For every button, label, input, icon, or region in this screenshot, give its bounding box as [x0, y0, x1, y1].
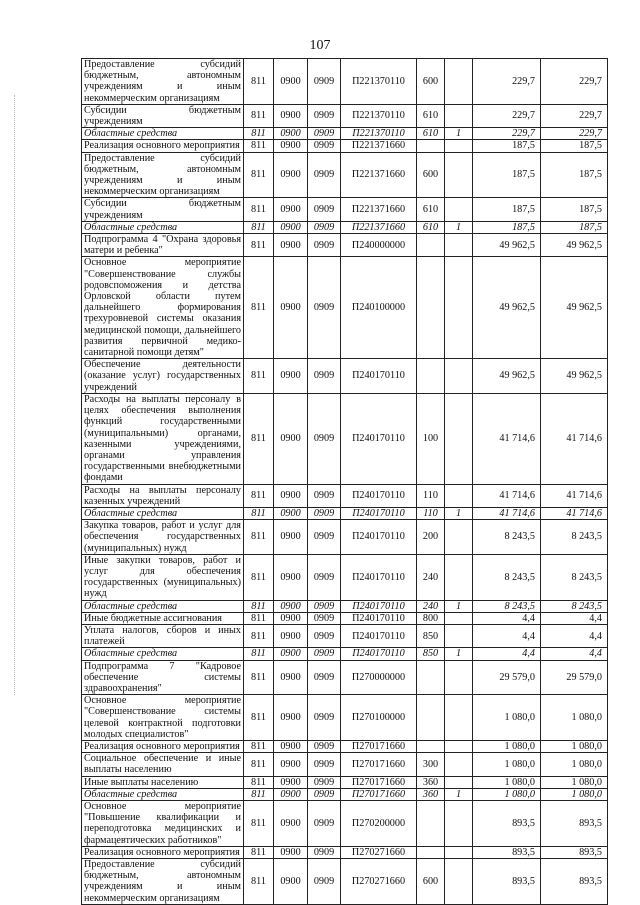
cell-sum-1: 229,7	[473, 104, 541, 127]
cell-additional-class	[445, 776, 473, 788]
table-row	[82, 257, 608, 359]
cell-section: 0900	[274, 507, 308, 519]
cell-sum-1: 893,5	[473, 801, 541, 847]
cell-additional-class: 1	[445, 128, 473, 140]
cell-expense-type: 240	[417, 554, 445, 600]
cell-admin-code: 811	[244, 660, 274, 695]
cell-name: Реализация основного мероприятия	[82, 740, 244, 752]
cell-target-article: П240170110	[341, 624, 417, 647]
cell-sum-2: 187,5	[541, 152, 608, 198]
cell-subsection: 0909	[308, 776, 341, 788]
cell-target-article: П221371660	[341, 140, 417, 152]
cell-sum-2: 49 962,5	[541, 234, 608, 257]
table-body	[82, 59, 608, 905]
cell-admin-code: 811	[244, 104, 274, 127]
cell-target-article: П221370110	[341, 128, 417, 140]
cell-target-article: П270100000	[341, 695, 417, 741]
cell-additional-class	[445, 257, 473, 359]
cell-subsection: 0909	[308, 128, 341, 140]
cell-section: 0900	[274, 801, 308, 847]
cell-section: 0900	[274, 140, 308, 152]
table-row	[82, 484, 608, 507]
cell-name: Предоставление субсидий бюджетным, автономным учреждениям и иным некоммерческим организациям	[82, 152, 244, 198]
table-row	[82, 393, 608, 484]
cell-admin-code: 811	[244, 140, 274, 152]
cell-section: 0900	[274, 788, 308, 800]
cell-name: Иные выплаты населению	[82, 776, 244, 788]
cell-admin-code: 811	[244, 520, 274, 555]
cell-additional-class	[445, 740, 473, 752]
cell-name: Областные средства	[82, 788, 244, 800]
cell-section: 0900	[274, 152, 308, 198]
cell-section: 0900	[274, 484, 308, 507]
cell-section: 0900	[274, 648, 308, 660]
cell-sum-2: 41 714,6	[541, 393, 608, 484]
cell-sum-1: 8 243,5	[473, 554, 541, 600]
cell-admin-code: 811	[244, 484, 274, 507]
cell-additional-class	[445, 554, 473, 600]
table-row	[82, 128, 608, 140]
cell-sum-1: 49 962,5	[473, 257, 541, 359]
cell-sum-2: 49 962,5	[541, 359, 608, 394]
cell-target-article: П221371660	[341, 221, 417, 233]
cell-sum-2: 229,7	[541, 128, 608, 140]
cell-name: Основное мероприятие "Совершенствование службы родовспоможения и детства Орловской области путем дальнейшего формирования трехуровневой системы оказания медицинской помощи, дальнейшего развития первичной медико-санитарной помощи детям"	[82, 257, 244, 359]
page-number: 107	[309, 38, 331, 53]
cell-admin-code: 811	[244, 612, 274, 624]
cell-additional-class: 1	[445, 507, 473, 519]
cell-admin-code: 811	[244, 257, 274, 359]
cell-subsection: 0909	[308, 846, 341, 858]
cell-expense-type: 610	[417, 198, 445, 221]
cell-sum-2: 8 243,5	[541, 520, 608, 555]
budget-table	[81, 58, 608, 905]
cell-section: 0900	[274, 776, 308, 788]
cell-additional-class	[445, 198, 473, 221]
cell-subsection: 0909	[308, 753, 341, 776]
cell-sum-1: 29 579,0	[473, 660, 541, 695]
cell-sum-2: 4,4	[541, 624, 608, 647]
cell-admin-code: 811	[244, 59, 274, 105]
cell-name: Областные средства	[82, 648, 244, 660]
cell-sum-1: 229,7	[473, 59, 541, 105]
cell-expense-type: 110	[417, 484, 445, 507]
cell-name: Областные средства	[82, 600, 244, 612]
cell-additional-class	[445, 612, 473, 624]
cell-expense-type: 360	[417, 776, 445, 788]
table-row	[82, 624, 608, 647]
cell-expense-type	[417, 257, 445, 359]
cell-sum-1: 1 080,0	[473, 776, 541, 788]
cell-section: 0900	[274, 520, 308, 555]
cell-sum-1: 41 714,6	[473, 484, 541, 507]
cell-admin-code: 811	[244, 624, 274, 647]
cell-section: 0900	[274, 221, 308, 233]
table-row	[82, 198, 608, 221]
table-row	[82, 59, 608, 105]
cell-subsection: 0909	[308, 104, 341, 127]
cell-section: 0900	[274, 859, 308, 905]
cell-section: 0900	[274, 234, 308, 257]
table-row	[82, 753, 608, 776]
cell-section: 0900	[274, 198, 308, 221]
cell-subsection: 0909	[308, 695, 341, 741]
cell-target-article: П270171660	[341, 788, 417, 800]
cell-sum-2: 1 080,0	[541, 740, 608, 752]
cell-admin-code: 811	[244, 152, 274, 198]
cell-sum-1: 4,4	[473, 612, 541, 624]
cell-expense-type: 800	[417, 612, 445, 624]
table-row	[82, 612, 608, 624]
cell-target-article: П221371660	[341, 198, 417, 221]
cell-section: 0900	[274, 753, 308, 776]
cell-name: Подпрограмма 4 "Охрана здоровья матери и ребенка"	[82, 234, 244, 257]
cell-additional-class	[445, 104, 473, 127]
cell-subsection: 0909	[308, 648, 341, 660]
cell-additional-class	[445, 484, 473, 507]
cell-sum-1: 41 714,6	[473, 393, 541, 484]
cell-admin-code: 811	[244, 859, 274, 905]
cell-admin-code: 811	[244, 507, 274, 519]
cell-target-article: П270171660	[341, 753, 417, 776]
cell-target-article: П270271660	[341, 859, 417, 905]
cell-target-article: П240170110	[341, 600, 417, 612]
cell-sum-2: 1 080,0	[541, 788, 608, 800]
cell-name: Областные средства	[82, 221, 244, 233]
cell-sum-2: 1 080,0	[541, 753, 608, 776]
cell-sum-2: 8 243,5	[541, 600, 608, 612]
cell-name: Предоставление субсидий бюджетным, автономным учреждениям и иным некоммерческим организациям	[82, 859, 244, 905]
table-row	[82, 695, 608, 741]
cell-section: 0900	[274, 600, 308, 612]
cell-name: Предоставление субсидий бюджетным, автономным учреждениям и иным некоммерческим организациям	[82, 59, 244, 105]
cell-admin-code: 811	[244, 788, 274, 800]
table-row	[82, 359, 608, 394]
cell-additional-class	[445, 801, 473, 847]
cell-admin-code: 811	[244, 221, 274, 233]
cell-sum-2: 229,7	[541, 104, 608, 127]
cell-sum-1: 893,5	[473, 859, 541, 905]
cell-sum-1: 1 080,0	[473, 695, 541, 741]
cell-sum-2: 187,5	[541, 140, 608, 152]
cell-expense-type: 100	[417, 393, 445, 484]
cell-subsection: 0909	[308, 624, 341, 647]
cell-sum-1: 893,5	[473, 846, 541, 858]
cell-sum-2: 1 080,0	[541, 695, 608, 741]
cell-expense-type: 610	[417, 128, 445, 140]
cell-target-article: П270000000	[341, 660, 417, 695]
cell-expense-type	[417, 846, 445, 858]
cell-subsection: 0909	[308, 59, 341, 105]
cell-admin-code: 811	[244, 128, 274, 140]
cell-subsection: 0909	[308, 359, 341, 394]
cell-target-article: П221371660	[341, 152, 417, 198]
cell-sum-2: 187,5	[541, 221, 608, 233]
cell-additional-class	[445, 359, 473, 394]
cell-admin-code: 811	[244, 695, 274, 741]
cell-sum-2: 4,4	[541, 648, 608, 660]
cell-target-article: П240170110	[341, 612, 417, 624]
cell-additional-class	[445, 695, 473, 741]
cell-subsection: 0909	[308, 554, 341, 600]
table-row	[82, 859, 608, 905]
cell-subsection: 0909	[308, 221, 341, 233]
cell-subsection: 0909	[308, 801, 341, 847]
cell-name: Иные закупки товаров, работ и услуг для обеспечения государственных (муниципальных) нужд	[82, 554, 244, 600]
cell-expense-type: 850	[417, 624, 445, 647]
cell-name: Уплата налогов, сборов и иных платежей	[82, 624, 244, 647]
cell-subsection: 0909	[308, 612, 341, 624]
table-row	[82, 776, 608, 788]
cell-admin-code: 811	[244, 600, 274, 612]
cell-subsection: 0909	[308, 393, 341, 484]
cell-name: Основное мероприятие "Повышение квалификации и переподготовка медицинских и фармацевтических работников"	[82, 801, 244, 847]
table-row	[82, 660, 608, 695]
cell-expense-type: 610	[417, 221, 445, 233]
table-row	[82, 648, 608, 660]
cell-target-article: П221370110	[341, 59, 417, 105]
cell-admin-code: 811	[244, 648, 274, 660]
cell-sum-2: 41 714,6	[541, 484, 608, 507]
cell-sum-1: 49 962,5	[473, 234, 541, 257]
cell-target-article: П221370110	[341, 104, 417, 127]
cell-admin-code: 811	[244, 801, 274, 847]
cell-section: 0900	[274, 554, 308, 600]
cell-sum-1: 1 080,0	[473, 788, 541, 800]
cell-section: 0900	[274, 612, 308, 624]
cell-name: Социальное обеспечение и иные выплаты населению	[82, 753, 244, 776]
cell-admin-code: 811	[244, 198, 274, 221]
cell-sum-2: 229,7	[541, 59, 608, 105]
cell-additional-class: 1	[445, 221, 473, 233]
cell-sum-1: 41 714,6	[473, 507, 541, 519]
cell-subsection: 0909	[308, 152, 341, 198]
cell-name: Областные средства	[82, 128, 244, 140]
cell-admin-code: 811	[244, 234, 274, 257]
cell-subsection: 0909	[308, 198, 341, 221]
cell-expense-type: 240	[417, 600, 445, 612]
cell-section: 0900	[274, 104, 308, 127]
cell-additional-class	[445, 624, 473, 647]
cell-expense-type: 360	[417, 788, 445, 800]
cell-section: 0900	[274, 59, 308, 105]
cell-admin-code: 811	[244, 776, 274, 788]
cell-name: Реализация основного мероприятия	[82, 140, 244, 152]
cell-admin-code: 811	[244, 753, 274, 776]
cell-subsection: 0909	[308, 859, 341, 905]
cell-additional-class	[445, 393, 473, 484]
cell-target-article: П270271660	[341, 846, 417, 858]
cell-name: Основное мероприятие "Совершенствование системы целевой контрактной подготовки молодых специалистов"	[82, 695, 244, 741]
cell-name: Подпрограмма 7 "Кадровое обеспечение системы здравоохранения"	[82, 660, 244, 695]
cell-section: 0900	[274, 393, 308, 484]
cell-section: 0900	[274, 846, 308, 858]
cell-name: Расходы на выплаты персоналу в целях обеспечения выполнения функций государственными (муниципальными) органами, казенными учреждениями, органами управления государственными внебюджетными фондами	[82, 393, 244, 484]
cell-subsection: 0909	[308, 660, 341, 695]
cell-name: Иные бюджетные ассигнования	[82, 612, 244, 624]
table-row	[82, 554, 608, 600]
cell-expense-type: 200	[417, 520, 445, 555]
table-row	[82, 520, 608, 555]
table-row	[82, 140, 608, 152]
cell-admin-code: 811	[244, 740, 274, 752]
cell-subsection: 0909	[308, 507, 341, 519]
cell-admin-code: 811	[244, 393, 274, 484]
cell-section: 0900	[274, 359, 308, 394]
table-row	[82, 234, 608, 257]
cell-name: Субсидии бюджетным учреждениям	[82, 198, 244, 221]
cell-target-article: П240100000	[341, 257, 417, 359]
cell-sum-1: 187,5	[473, 198, 541, 221]
cell-name: Областные средства	[82, 507, 244, 519]
cell-name: Субсидии бюджетным учреждениям	[82, 104, 244, 127]
cell-target-article: П240170110	[341, 648, 417, 660]
cell-admin-code: 811	[244, 554, 274, 600]
cell-additional-class	[445, 234, 473, 257]
cell-sum-2: 893,5	[541, 801, 608, 847]
cell-expense-type	[417, 234, 445, 257]
cell-target-article: П240170110	[341, 359, 417, 394]
cell-sum-2: 4,4	[541, 612, 608, 624]
cell-subsection: 0909	[308, 484, 341, 507]
cell-additional-class	[445, 660, 473, 695]
cell-target-article: П240000000	[341, 234, 417, 257]
cell-sum-1: 4,4	[473, 648, 541, 660]
table-row	[82, 788, 608, 800]
cell-target-article: П240170110	[341, 507, 417, 519]
table-row	[82, 600, 608, 612]
cell-sum-2: 49 962,5	[541, 257, 608, 359]
cell-expense-type: 110	[417, 507, 445, 519]
cell-expense-type	[417, 660, 445, 695]
cell-sum-1: 229,7	[473, 128, 541, 140]
cell-sum-1: 187,5	[473, 140, 541, 152]
cell-subsection: 0909	[308, 600, 341, 612]
table-row	[82, 846, 608, 858]
cell-name: Обеспечение деятельности (оказание услуг) государственных учреждений	[82, 359, 244, 394]
cell-additional-class	[445, 753, 473, 776]
cell-sum-1: 8 243,5	[473, 600, 541, 612]
table-row	[82, 152, 608, 198]
cell-sum-1: 8 243,5	[473, 520, 541, 555]
cell-additional-class	[445, 152, 473, 198]
cell-target-article: П270171660	[341, 776, 417, 788]
cell-target-article: П240170110	[341, 484, 417, 507]
cell-expense-type: 600	[417, 152, 445, 198]
binding-margin-mark	[14, 95, 17, 695]
cell-sum-2: 187,5	[541, 198, 608, 221]
cell-additional-class	[445, 59, 473, 105]
cell-name: Расходы на выплаты персоналу казенных учреждений	[82, 484, 244, 507]
table-row	[82, 104, 608, 127]
cell-sum-2: 41 714,6	[541, 507, 608, 519]
cell-section: 0900	[274, 257, 308, 359]
table-row	[82, 507, 608, 519]
cell-admin-code: 811	[244, 846, 274, 858]
cell-expense-type: 610	[417, 104, 445, 127]
cell-name: Реализация основного мероприятия	[82, 846, 244, 858]
cell-expense-type	[417, 695, 445, 741]
cell-sum-2: 8 243,5	[541, 554, 608, 600]
cell-additional-class	[445, 140, 473, 152]
table-row	[82, 221, 608, 233]
cell-expense-type	[417, 359, 445, 394]
cell-target-article: П240170110	[341, 393, 417, 484]
cell-additional-class	[445, 520, 473, 555]
cell-admin-code: 811	[244, 359, 274, 394]
cell-expense-type	[417, 801, 445, 847]
cell-sum-1: 187,5	[473, 152, 541, 198]
cell-expense-type: 600	[417, 859, 445, 905]
cell-additional-class	[445, 846, 473, 858]
cell-sum-1: 49 962,5	[473, 359, 541, 394]
cell-sum-2: 893,5	[541, 846, 608, 858]
cell-expense-type: 850	[417, 648, 445, 660]
cell-subsection: 0909	[308, 234, 341, 257]
cell-target-article: П240170110	[341, 554, 417, 600]
cell-sum-2: 1 080,0	[541, 776, 608, 788]
table-row	[82, 740, 608, 752]
cell-additional-class: 1	[445, 648, 473, 660]
cell-additional-class: 1	[445, 600, 473, 612]
cell-sum-2: 893,5	[541, 859, 608, 905]
cell-sum-1: 187,5	[473, 221, 541, 233]
cell-subsection: 0909	[308, 788, 341, 800]
cell-expense-type	[417, 740, 445, 752]
cell-subsection: 0909	[308, 140, 341, 152]
cell-section: 0900	[274, 660, 308, 695]
table-row	[82, 801, 608, 847]
cell-sum-2: 29 579,0	[541, 660, 608, 695]
cell-section: 0900	[274, 624, 308, 647]
cell-expense-type: 600	[417, 59, 445, 105]
cell-section: 0900	[274, 128, 308, 140]
cell-section: 0900	[274, 740, 308, 752]
cell-expense-type	[417, 140, 445, 152]
cell-expense-type: 300	[417, 753, 445, 776]
cell-additional-class	[445, 859, 473, 905]
cell-target-article: П270200000	[341, 801, 417, 847]
cell-subsection: 0909	[308, 257, 341, 359]
cell-additional-class: 1	[445, 788, 473, 800]
cell-target-article: П270171660	[341, 740, 417, 752]
cell-sum-1: 4,4	[473, 624, 541, 647]
cell-sum-1: 1 080,0	[473, 740, 541, 752]
cell-target-article: П240170110	[341, 520, 417, 555]
cell-subsection: 0909	[308, 740, 341, 752]
cell-sum-1: 1 080,0	[473, 753, 541, 776]
cell-subsection: 0909	[308, 520, 341, 555]
cell-section: 0900	[274, 695, 308, 741]
cell-name: Закупка товаров, работ и услуг для обеспечения государственных (муниципальных) нужд	[82, 520, 244, 555]
